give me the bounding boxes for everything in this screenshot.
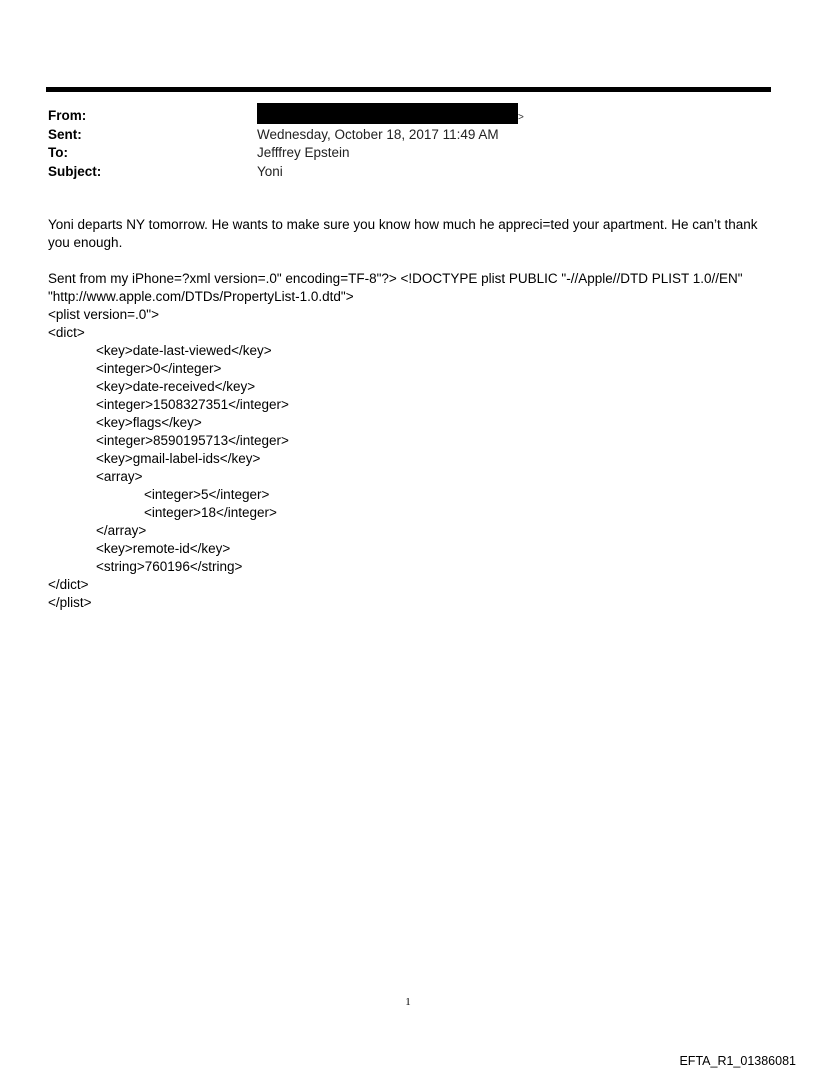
plist-line: <plist version=.0"> [48,307,159,322]
message-paragraph: Yoni departs NY tomorrow. He wants to make sure you know how much he appreci=ted your apartment. He can’t thank you enough. [48,217,758,250]
subject-label: Subject: [48,163,102,179]
redaction-block [257,103,518,124]
plist-line: <integer>18</integer> [144,505,277,520]
sent-label: Sent: [48,126,82,142]
sent-from-line: Sent from my iPhone=?xml version=.0" encoding=TF-8"?> <!DOCTYPE plist PUBLIC "-//Apple//DTD PLIST 1.0//EN" "http://www.apple.com/DTDs/PropertyList-1.0.dtd"> [48,271,743,304]
plist-line: <integer>8590195713</integer> [96,433,289,448]
from-value-tail: > [518,112,524,123]
plist-line: <array> [96,469,143,484]
plist-line: <string>760196</string> [96,559,243,574]
sent-value: Wednesday, October 18, 2017 11:49 AM [257,126,499,142]
plist-line: <integer>5</integer> [144,487,270,502]
plist-line: <key>date-last-viewed</key> [96,343,272,358]
plist-line: <integer>0</integer> [96,361,222,376]
email-body [48,216,773,612]
plist-line: <dict> [48,325,85,340]
plist-line: <key>remote-id</key> [96,541,231,556]
plist-line: <integer>1508327351</integer> [96,397,289,412]
to-value: Jefffrey Epstein [257,145,350,160]
plist-line: <key>gmail-label-ids</key> [96,451,261,466]
plist-line: <key>date-received</key> [96,379,256,394]
from-label: From: [48,108,87,123]
subject-value: Yoni [257,163,283,179]
plist-line: </array> [96,523,147,538]
to-label: To: [48,145,68,160]
document-id: EFTA_R1_01386081 [679,1054,796,1068]
plist-line: </dict> [48,577,89,592]
plist-line: </plist> [48,595,92,610]
header-divider [46,87,771,92]
plist-block [48,270,773,612]
page-number: 1 [405,996,411,1008]
plist-line: <key>flags</key> [96,415,202,430]
